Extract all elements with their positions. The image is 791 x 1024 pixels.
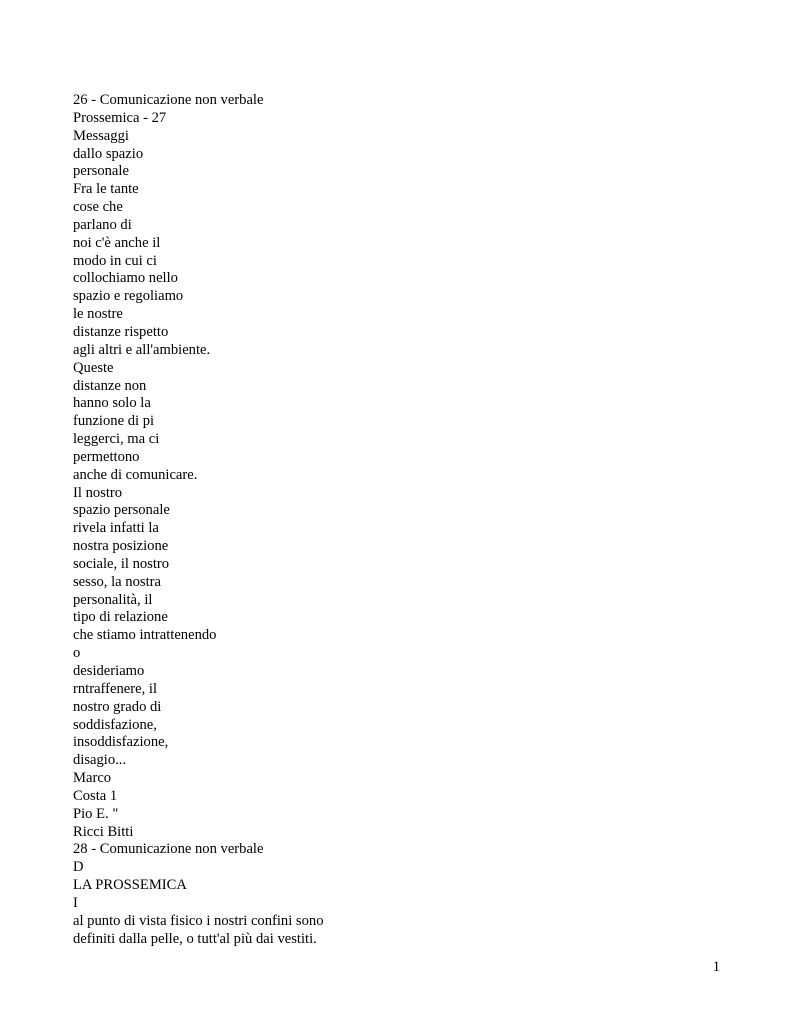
text-line: 28 - Comunicazione non verbale — [73, 841, 264, 858]
text-line: Messaggi — [73, 127, 129, 144]
text-line: Ricci Bitti — [73, 823, 134, 840]
text-line: le nostre — [73, 306, 123, 323]
text-line: funzione di pi — [73, 413, 155, 430]
text-line: rntraffenere, il — [73, 680, 157, 697]
text-line: sesso, la nostra — [73, 573, 161, 590]
text-line: 26 - Comunicazione non verbale — [73, 92, 264, 108]
text-line: sociale, il nostro — [73, 555, 170, 572]
text-line: insoddisfazione, — [73, 734, 169, 751]
text-line: agli altri e all'ambiente. — [73, 341, 211, 358]
text-line: Fra le tante — [73, 181, 139, 198]
text-line: definiti dalla pelle, o tutt'al più dai vestiti. — [73, 930, 317, 947]
text-line: hanno solo la — [73, 395, 151, 412]
document-text-block — [73, 92, 713, 949]
text-line: nostro grado di — [73, 698, 162, 715]
text-line: nostra posizione — [73, 538, 169, 555]
text-line: dallo spazio — [73, 145, 144, 162]
text-line: Costa 1 — [73, 787, 118, 804]
text-line: LA PROSSEMICA — [73, 877, 187, 894]
text-line: desideriamo — [73, 663, 145, 679]
text-line: leggerci, ma ci — [73, 431, 160, 448]
text-line: Queste — [73, 359, 114, 376]
text-line: tipo di relazione — [73, 609, 168, 626]
text-line: Il nostro — [73, 484, 123, 501]
text-line: al punto di vista fisico i nostri confini sono — [73, 912, 324, 929]
text-line: spazio e regoliamo — [73, 288, 184, 305]
text-line: I — [73, 894, 78, 911]
text-line: spazio personale — [73, 502, 170, 519]
text-line: anche di comunicare. — [73, 466, 198, 483]
text-line: Prossemica - 27 — [73, 109, 167, 126]
text-line: cose che — [73, 199, 123, 216]
text-line: distanze rispetto — [73, 323, 169, 340]
text-line: permettono — [73, 448, 140, 465]
text-line: Pio E. " — [73, 805, 119, 822]
text-line: noi c'è anche il — [73, 234, 161, 251]
text-line: soddisfazione, — [73, 716, 157, 733]
text-line: o — [73, 645, 81, 662]
text-line: disagio... — [73, 752, 127, 769]
text-line: modo in cui ci — [73, 252, 157, 269]
page-number: 1 — [712, 959, 720, 975]
text-line: personalità, il — [73, 591, 153, 608]
text-line: parlano di — [73, 216, 132, 233]
text-line: che stiamo intrattenendo — [73, 627, 217, 644]
text-line: personale — [73, 163, 129, 180]
text-line: collochiamo nello — [73, 270, 178, 287]
text-line: Marco — [73, 770, 112, 787]
text-line: D — [73, 859, 84, 876]
text-line: distanze non — [73, 377, 147, 394]
text-line: rivela infatti la — [73, 520, 159, 537]
